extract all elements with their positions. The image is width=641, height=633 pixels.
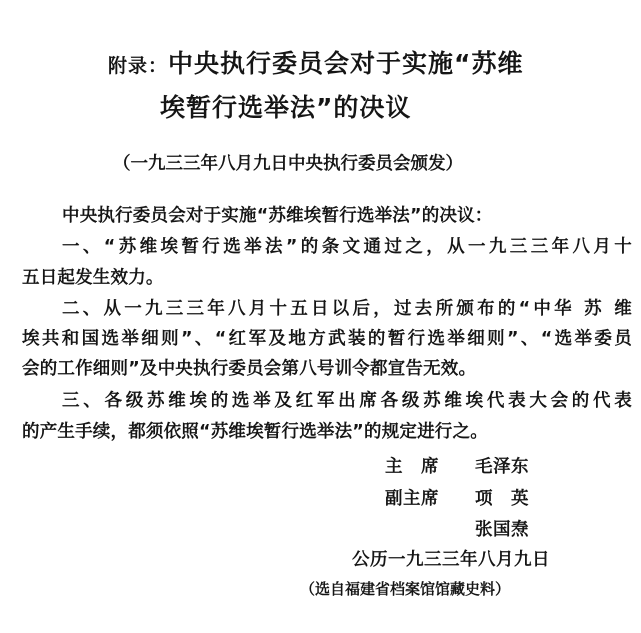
title-prefix: 附录： bbox=[108, 55, 169, 77]
title-text-1: 中央执行委员会对于实施“苏维 bbox=[168, 49, 524, 78]
vice-chair-name-2: 张国焘 bbox=[475, 520, 529, 540]
vice-chair-name-1: 项 英 bbox=[475, 489, 529, 509]
chair-title: 主 席 bbox=[385, 457, 439, 477]
document-title-line-2: 埃暂行选举法”的决议 bbox=[160, 93, 412, 122]
paragraph-2-line-1: 二、从一九三三年八月十五日以后，过去所颁布的“中华 苏 维 bbox=[62, 299, 632, 319]
paragraph-2-line-2: 埃共和国选举细则”、“红军及地方武装的暂行选举细则”、“选举委员 bbox=[22, 329, 632, 349]
signing-date: 公历一九三三年八月九日 bbox=[352, 550, 550, 570]
document-subtitle: （一九三三年八月九日中央执行委员会颁发） bbox=[113, 154, 463, 174]
paragraph-2-line-3: 会的工作细则”及中央执行委员会第八号训令都宣告无效。 bbox=[22, 359, 477, 379]
paragraph-3-line-1: 三、各级苏维埃的选举及红军出席各级苏维埃代表大会的代表 bbox=[62, 391, 632, 411]
source-note: （选自福建省档案馆馆藏史料） bbox=[300, 580, 511, 598]
document-title-line-1 bbox=[108, 44, 523, 80]
chair-name: 毛泽东 bbox=[475, 457, 529, 477]
vice-chair-title: 副主席 bbox=[385, 489, 439, 509]
paragraph-1-line-2: 五日起发生效力。 bbox=[22, 268, 164, 288]
intro-line: 中央执行委员会对于实施“苏维埃暂行选举法”的决议： bbox=[62, 206, 493, 226]
paragraph-3-line-2: 的产生手续，都须依照“苏维埃暂行选举法”的规定进行之。 bbox=[22, 422, 488, 442]
paragraph-1-line-1: 一、“苏维埃暂行选举法”的条文通过之，从一九三三年八月十 bbox=[62, 237, 632, 257]
